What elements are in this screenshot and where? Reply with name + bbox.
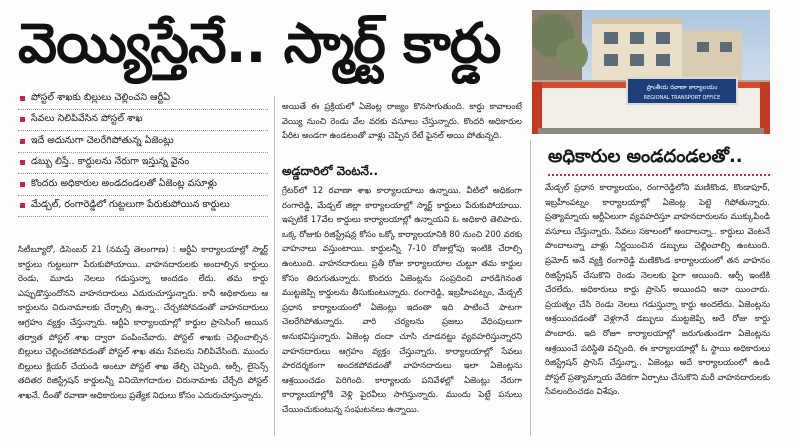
- building-photo-icon: [532, 10, 770, 134]
- article-column-3: మేడ్చల్ ప్రధాన కార్యాలయం, రంగారెడ్డిలోని మణికొండ, కొండాపూర్, ఇబ్రహీంపట్నం కార్యాలయాల్లో ఏజెంట్ల పెట్టె గిపోతున్నారు. ప్రత్యామ్నాయ ఆర్టీఏలుగా వ్యవహరిస్తూ వాహనదారులను ముక్కుపిండి వసూలు చేస్తున్నారు. సేవలు సకాలంలో అందాలన్నా.. కార్డులు వెంటనే పొందాలన్నా వాళ్లు నిర్ణయించిన డబ్బులు చెల్లించాల్సి ఉంటుంది. ప్రమోద్ అనే వ్యక్తి రంగారెడ్డి మణికొండ కార్యాలయంలో తన వాహనం రిజిస్ట్రేషన్ చేసుకొని రెండు నెలలకు పైగా అయింది. ఆర్సీ ఇంటికి చేరలేదు. అధికారులు కార్డు ప్రాసెస్ అయిందని అనా యించారు. ప్రయత్నం చేసి రెండు నెలలు గడుస్తున్నా కార్డు అందలేదు. ఏజెంట్లను ఆశ్రయించడంతో వెళ్లగానే డబ్బులు ముట్టజెప్పి అదే రోజు కార్డు పొందారు. ఇది రోజూ కార్యాలయాల్లో జరుగుతుండగా ఏజెంట్లను ఆశ్రయించే పరిస్థితి వచ్చింది. ఈ కార్యాలయాల్లో ఓ స్థాయి అధికారులు రిజిస్ట్రేషన్ ప్రాసెస్ చేస్తున్నా.. ఏజెంట్లు అదే కార్యాలయంలో ఉండి పోస్టల్ ప్రత్యామ్నాయ వేదికగా ఏర్పాటు చేసుకొని మరీ వాహనదారులకు సేవలందించడం విశేషం.: [545, 182, 770, 397]
- rto-office-photo: [532, 10, 770, 134]
- column-divider: [274, 96, 275, 436]
- sidebar-heading: అధికారుల అండదండలతో..: [548, 140, 770, 176]
- bullet-marker-icon: [20, 203, 25, 208]
- bullet-item: [18, 88, 268, 110]
- article-column-2-intro: అయితే ఈ ప్రక్రియలో ఏజెంట్ల రాజ్యం కొనసాగుతుంది. కార్డు కావాలంటే వెయ్యి నుంచి రెండు వేల వరకు వసూలు చేస్తున్నారు. కొందరి అధికారుల పేరిట అండగా ఉండటంతో వాళ్లు చెప్పిన రేటే ఫైనల్ అయి పోతున్నది.: [282, 101, 522, 141]
- office-sign-english: REGIONAL TRANSPORT OFFICE: [643, 95, 721, 101]
- bullet-text: డబ్బు లిస్తే.. కార్డులను నేరుగా ఇస్తున్న వైనం: [31, 156, 190, 168]
- article-column-2: గ్రేటర్‌లో 12 రవాణా శాఖ కార్యాలయాలు ఉన్నాయి. వీటిలో అధికంగా రంగారెడ్డి, మేడ్చల్ జిల్లా కార్యాలయాల్లో స్మార్ట్ కార్డులు పేరుకుపోయాయి. ఇప్పటికే 17వేల కార్డులు కార్యాలయాల్లో ఉన్నాయని ఓ అధికారి తెలిపారు. ఒక్క రోజుకు రిజిస్ట్రేషన్ల కోసం ఒక్కో కార్యాలయానికి 80 నుంచి 200 వరకు వాహనాలు వస్తుంటాయి. కార్డులన్నీ 7-10 రోజుల్లోపు ఇంటికి చేరాల్సి ఉంటుంది. వాహనదారులు ప్రతీ రోజు కార్యాలయాల చుట్టూ తమ కార్డుల కోసం తిరుగుతున్నారు. కొందరు ఏజెంట్లను సంప్రదించి వారడిగినంత ముట్టజెప్పి కార్డులను తీసుకుంటున్నారు. రంగారెడ్డి, ఇబ్రహీంపట్నం, మేడ్చల్ ప్రధాన కార్యాలయంలో ఏజెంట్లు ఇదంతా ఇది పాటించే పాటగా చెలరేగిపోతున్నారు. వారి చర్యలను ప్రజలు వేధింపులుగా అనుభవిస్తున్నారు. ఏజెంట్ల దందా చూసి చూడనట్టు వ్యవహరిస్తున్నారని వాహనదారులు ఆగ్రహం వ్యక్తం చేస్తున్నారు. కార్యాలయాల్లో సేవలు పారదర్శకంగా అందకపోవడంతో వాహనదారులు ఇలా ఏజెంట్లను ఆశ్రయించడం పెరిగింది. కార్యాలయ పనివేళల్లో ఏజెంట్లు నేరుగా కార్యాలయాల్లోకి వెళ్లి పైరవీలు సాగిస్తున్నారు. ముందు పెట్టే పనులు చేయించుకుంటున్న సంఘటనలు ఉన్నాయి.: [282, 185, 522, 414]
- bullet-marker-icon: [20, 117, 25, 122]
- bullet-marker-icon: [20, 160, 25, 165]
- headline: వెయ్యిస్తేనే.. స్మార్ట్ కార్డు: [18, 11, 501, 75]
- bullet-text: పోస్టల్ శాఖకు బిల్లులు చెల్లించని ఆర్టీఏ: [31, 91, 171, 103]
- bullet-marker-icon: [20, 96, 25, 101]
- article-column-1: సిటీబ్యూరో, డిసెంబర్ 21 (నమస్తే తెలంగాణ) : ఆర్టీఏ కార్యాలయాల్లో స్మార్ట్ కార్డులు గుట్టలుగా పేరుకుపోయాయి. వాహనదారులకు అందాల్సిన కార్డులు రెండు, మూడు నెలలు గడుస్తున్నా అందడం లేదు. తమ కార్డు ఎప్పుడొస్తుందోనని వాహనదారులు ఎదురుచూస్తున్నారు. కానీ అధికారులు ఆ కార్డులను చిరునామాలకు చేర్చాల్సి ఉన్నా.. చేర్చకపోవడంతో వాహనదారులు ఆగ్రహం వ్యక్తం చేస్తున్నారు. ఆర్టీఏ కార్యాలయాల్లో కార్డుల ప్రాసెసింగ్ అయిన తర్వాత పోస్టల్ శాఖ ద్వారా పంపించేవారు. పోస్టల్ శాఖకు చెల్లించాల్సిన బిల్లులు చెల్లించకపోవడంతో పోస్టల్ శాఖ తమ సేవలను నిలిపివేసింది. ముందు బిల్లులు క్లియర్ చేయండి అంటూ పోస్టల్ శాఖ తేల్చి చెప్పింది. ఆర్సీ, లైసెన్స్ తదితర రిజిస్ట్రేషన్ కార్డులన్నీ వినియోగదారుల చిరునామాకు చేర్చేది పోస్టల్ శాఖనే. దీంతో రవాణా అధికారులు ప్రత్యేక నిధులు కోసం ఎదురుచూస్తున్నారు.: [18, 244, 268, 400]
- highlight-bullets: [18, 88, 268, 217]
- bullet-item: [18, 110, 268, 132]
- bullet-text: ఇదే అదునుగా చెలరేగిపోతున్న ఏజెంట్లు: [31, 134, 174, 146]
- bullet-text: మేడ్చల్, రంగారెడ్డిలో గుట్టలుగా పేరుకుపోయిన కార్డులు: [31, 199, 230, 211]
- bullet-marker-icon: [20, 139, 25, 144]
- column-divider: [530, 140, 531, 436]
- bullet-text: కొందరు అధికారుల అండదండలతో ఏజెంట్ల వసూళ్లు: [31, 177, 217, 189]
- office-sign-telugu: ప్రాంతీయ రవాణా కార్యాలయం: [646, 84, 718, 91]
- bullet-item: [18, 131, 268, 153]
- bullet-marker-icon: [20, 182, 25, 187]
- bullet-item: [18, 174, 268, 196]
- column-subheading: అడ్డదారిలో వెంటనే..: [282, 164, 379, 178]
- bullet-item: [18, 153, 268, 175]
- bullet-item: [18, 196, 268, 218]
- bullet-text: సేవలు నిలిపివేసిన పోస్టల్ శాఖ: [31, 113, 143, 125]
